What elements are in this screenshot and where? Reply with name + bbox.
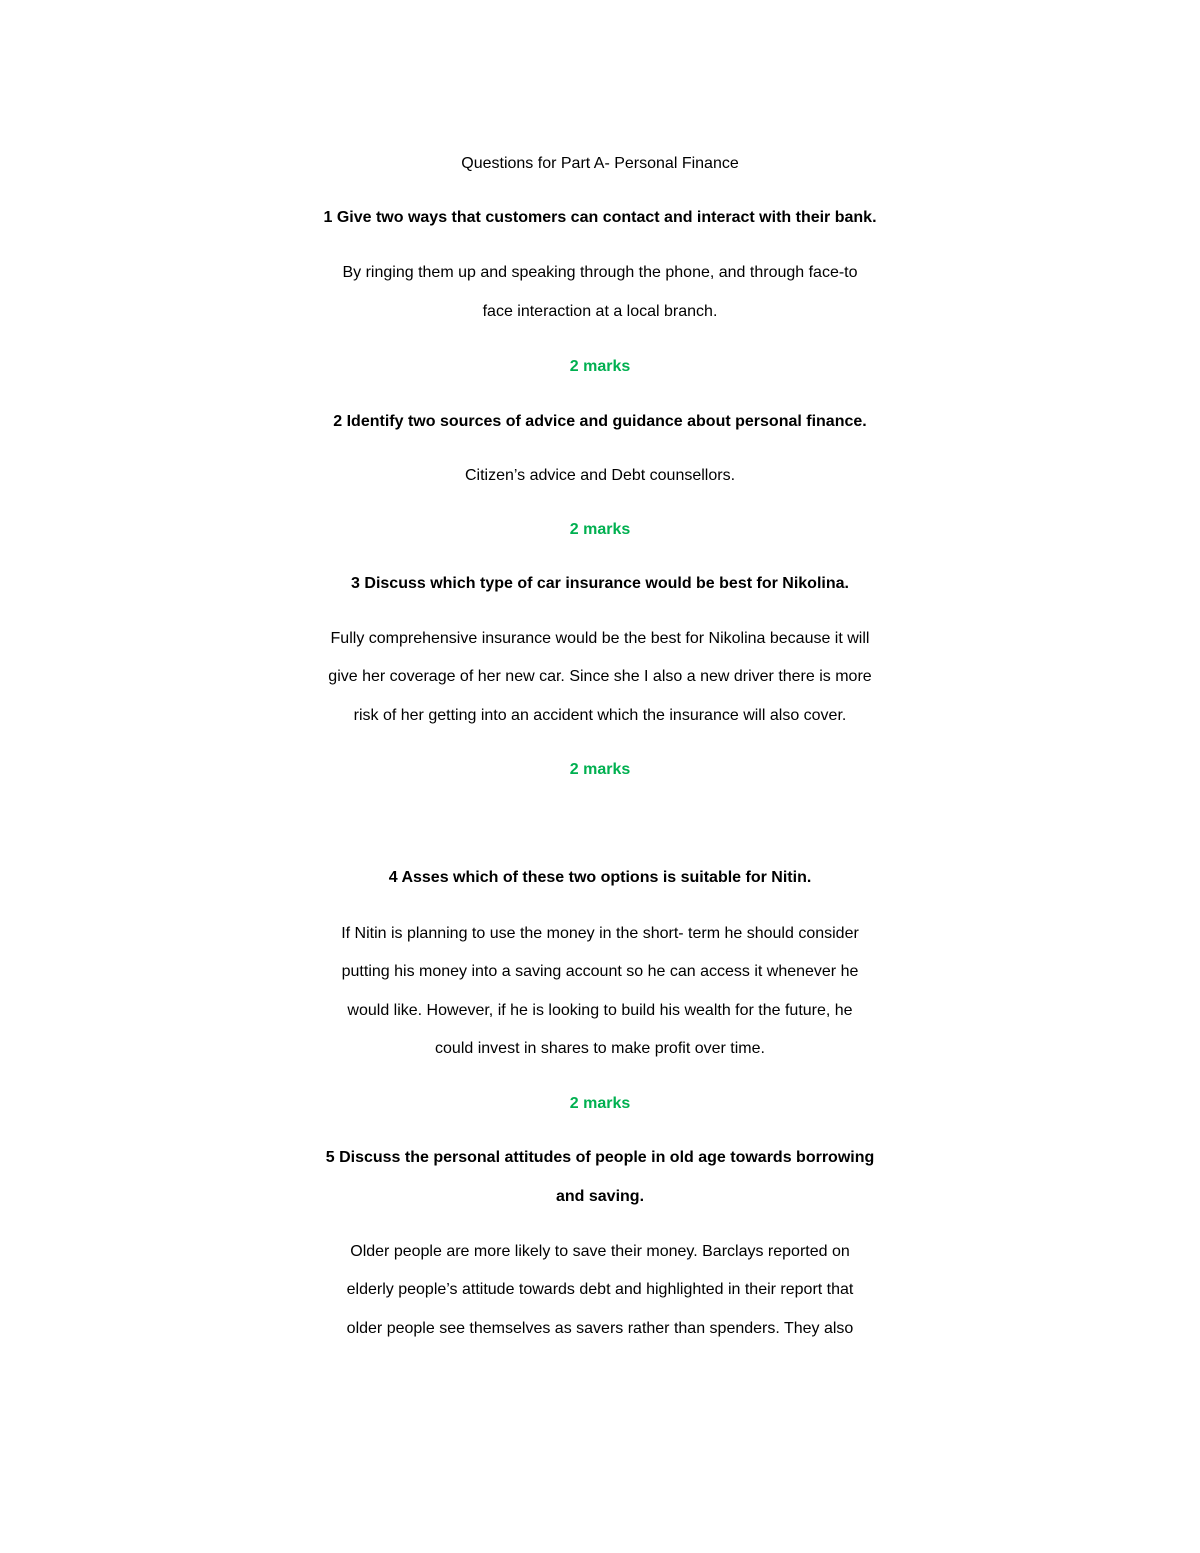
document-title: Questions for Part A- Personal Finance (461, 155, 739, 172)
answer-4-line-3: would like. However, if he is looking to build his wealth for the future, he (347, 1002, 853, 1019)
marks-4: 2 marks (569, 1095, 631, 1112)
question-1: 1 Give two ways that customers can contact and interact with their bank. (323, 209, 877, 226)
question-2: 2 Identify two sources of advice and guidance about personal finance. (333, 413, 867, 430)
question-3: 3 Discuss which type of car insurance would be best for Nikolina. (351, 575, 849, 592)
answer-3-line-1: Fully comprehensive insurance would be the best for Nikolina because it will (330, 630, 870, 647)
answer-2-line-1: Citizen’s advice and Debt counsellors. (464, 467, 736, 484)
answer-1-line-1: By ringing them up and speaking through the phone, and through face-to (342, 264, 858, 281)
answer-5-line-1: Older people are more likely to save their money. Barclays reported on (350, 1243, 850, 1260)
question-4: 4 Asses which of these two options is suitable for Nitin. (388, 869, 812, 886)
answer-5-line-2: elderly people’s attitude towards debt and highlighted in their report that (346, 1281, 854, 1298)
question-5-line-1: 5 Discuss the personal attitudes of people in old age towards borrowing (325, 1149, 875, 1166)
answer-4-line-4: could invest in shares to make profit over time. (435, 1040, 765, 1057)
marks-3: 2 marks (569, 761, 631, 778)
answer-5-line-3: older people see themselves as savers rather than spenders. They also (346, 1320, 854, 1337)
marks-2: 2 marks (569, 521, 631, 538)
answer-3-line-2: give her coverage of her new car. Since she I also a new driver there is more (328, 668, 872, 685)
answer-3-line-3: risk of her getting into an accident which the insurance will also cover. (353, 707, 847, 724)
answer-4-line-1: If Nitin is planning to use the money in the short- term he should consider (341, 925, 859, 942)
answer-1-line-2: face interaction at a local branch. (482, 303, 718, 320)
answer-4-line-2: putting his money into a saving account so he can access it whenever he (341, 963, 859, 980)
marks-1: 2 marks (569, 358, 631, 375)
question-5-line-2: and saving. (555, 1188, 645, 1205)
